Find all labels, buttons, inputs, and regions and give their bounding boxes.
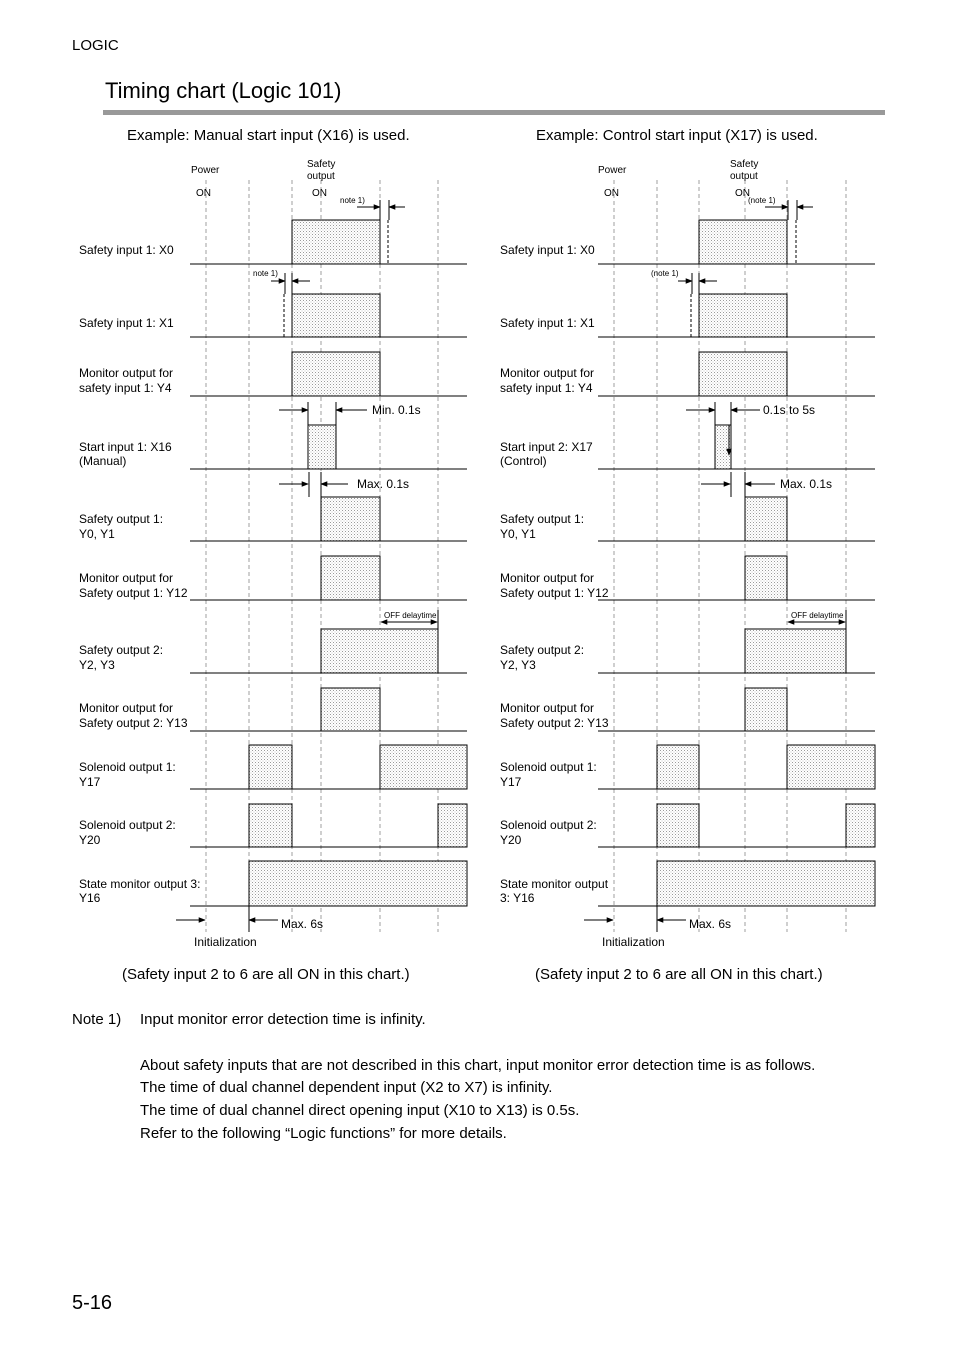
power-on-label: ON — [196, 188, 211, 199]
signal-label: Solenoid output 2: — [79, 818, 176, 832]
note-line-5: Refer to the following “Logic functions” for more details. — [140, 1125, 507, 1142]
pulse-monitor-output-1 — [745, 556, 787, 600]
chart-caption-left: Example: Manual start input (X16) is used. — [127, 127, 410, 144]
chart-caption-right: Example: Control start input (X17) is used. — [536, 127, 818, 144]
pulse-monitor-output-2 — [745, 688, 787, 731]
pulse-monitor-output-1 — [321, 556, 380, 600]
pulse-monitor-output-2 — [321, 688, 380, 731]
signal-label: Y0, Y1 — [79, 527, 115, 541]
signal-label: Safety input 1: X0 — [79, 243, 174, 257]
signal-label: Safety output 2: — [500, 643, 585, 657]
signal-label: Y20 — [79, 833, 101, 847]
off-delay-label: OFF delaytime — [384, 611, 437, 620]
timing-chart-control — [500, 159, 875, 949]
signal-label: 3: Y16 — [500, 891, 535, 905]
pulse-solenoid-2 — [249, 804, 292, 847]
pulse-solenoid-1 — [249, 745, 292, 789]
signal-label: Y2, Y3 — [500, 658, 536, 672]
signal-label: Safety output 2: — [79, 643, 164, 657]
pulse-width-label: Min. 0.1s — [372, 403, 421, 417]
pulse-state-monitor — [249, 861, 467, 906]
pulse-x0 — [292, 220, 380, 264]
note-label: (note 1) — [651, 269, 679, 278]
chart-footnote-right: (Safety input 2 to 6 are all ON in this chart.) — [535, 966, 823, 983]
section-header: LOGIC — [72, 37, 119, 54]
pulse-x1 — [292, 294, 380, 337]
pulse-safety-output-1 — [321, 497, 380, 541]
pulse-safety-output-1 — [745, 497, 787, 541]
signal-label: Y20 — [500, 833, 522, 847]
safety-output-label: output — [730, 171, 758, 182]
signal-label: Monitor output for — [79, 701, 174, 715]
signal-label: Monitor output for — [500, 701, 595, 715]
power-label: Power — [598, 165, 627, 176]
note-label: note 1) — [253, 269, 278, 278]
signal-label: Safety output 2: Y13 — [500, 716, 609, 730]
signal-label: State monitor output 3: — [79, 877, 201, 891]
note-label: (note 1) — [748, 196, 776, 205]
pulse-solenoid-1 — [657, 745, 699, 789]
init-max-label: Max. 6s — [689, 917, 732, 931]
power-label: Power — [191, 165, 220, 176]
delay-label: Max. 0.1s — [780, 477, 833, 491]
signal-label: State monitor output — [500, 877, 609, 891]
note-line-4: The time of dual channel direct opening input (X10 to X13) is 0.5s. — [140, 1102, 580, 1119]
signal-label: Y0, Y1 — [500, 527, 536, 541]
pulse-y4 — [292, 352, 380, 396]
signal-label: Safety output 1: Y12 — [500, 586, 609, 600]
safety-output-label: Safety — [730, 159, 759, 170]
delay-label: Max. 0.1s — [357, 477, 410, 491]
page-title: Timing chart (Logic 101) — [105, 78, 342, 103]
initialization-label: Initialization — [602, 935, 665, 949]
signal-label: Monitor output for — [79, 571, 174, 585]
pulse-y4 — [699, 352, 787, 396]
signal-label: Monitor output for — [500, 571, 595, 585]
signal-label: Y17 — [79, 775, 101, 789]
pulse-solenoid-1 — [787, 745, 875, 789]
pulse-solenoid-2 — [438, 804, 467, 847]
signal-label: Safety input 1: X0 — [500, 243, 595, 257]
timing-chart-manual — [79, 159, 467, 949]
signal-label: Monitor output for — [500, 366, 595, 380]
signal-label: Start input 1: X16 — [79, 440, 172, 454]
pulse-solenoid-2 — [657, 804, 699, 847]
note-line-1: Input monitor error detection time is infinity. — [140, 1011, 426, 1028]
signal-label: Safety input 1: X1 — [500, 316, 595, 330]
signal-label: safety input 1: Y4 — [79, 381, 172, 395]
pulse-x1 — [699, 294, 787, 337]
safety-output-on-label: ON — [312, 188, 327, 199]
safety-output-label: Safety — [307, 159, 336, 170]
signal-label: Solenoid output 2: — [500, 818, 597, 832]
signal-label: Start input 2: X17 — [500, 440, 593, 454]
pulse-x0 — [699, 220, 787, 264]
safety-output-label: output — [307, 171, 335, 182]
page-number: 5-16 — [72, 1292, 113, 1314]
power-on-label: ON — [604, 188, 619, 199]
signal-label: Safety output 1: — [79, 512, 164, 526]
signal-label: Safety output 1: — [500, 512, 585, 526]
pulse-start-input — [308, 425, 336, 469]
chart-footnote-left: (Safety input 2 to 6 are all ON in this chart.) — [122, 966, 410, 983]
safety-output-on-label: ON — [735, 188, 750, 199]
pulse-safety-output-2 — [745, 629, 846, 673]
signal-label: Monitor output for — [79, 366, 174, 380]
note-label: note 1) — [340, 196, 365, 205]
signal-label: Safety output 1: Y12 — [79, 586, 188, 600]
signal-label: (Control) — [500, 454, 547, 468]
note-line-3: The time of dual channel dependent input (X2 to X7) is infinity. — [140, 1079, 553, 1096]
note-line-2: About safety inputs that are not described in this chart, input monitor error detection time is as follows. — [140, 1057, 816, 1074]
signal-label: safety input 1: Y4 — [500, 381, 593, 395]
init-max-label: Max. 6s — [281, 917, 324, 931]
pulse-safety-output-2 — [321, 629, 438, 673]
signal-label: Solenoid output 1: — [79, 760, 176, 774]
signal-label: Safety input 1: X1 — [79, 316, 174, 330]
signal-label: (Manual) — [79, 454, 127, 468]
signal-label: Y17 — [500, 775, 522, 789]
pulse-solenoid-1 — [380, 745, 467, 789]
pulse-state-monitor — [657, 861, 875, 906]
pulse-width-label: 0.1s to 5s — [763, 403, 816, 417]
signal-label: Solenoid output 1: — [500, 760, 597, 774]
signal-label: Y16 — [79, 891, 101, 905]
off-delay-label: OFF delaytime — [791, 611, 844, 620]
signal-label: Safety output 2: Y13 — [79, 716, 188, 730]
pulse-solenoid-2 — [846, 804, 875, 847]
signal-label: Y2, Y3 — [79, 658, 115, 672]
initialization-label: Initialization — [194, 935, 257, 949]
note-label: Note 1) — [72, 1011, 122, 1028]
